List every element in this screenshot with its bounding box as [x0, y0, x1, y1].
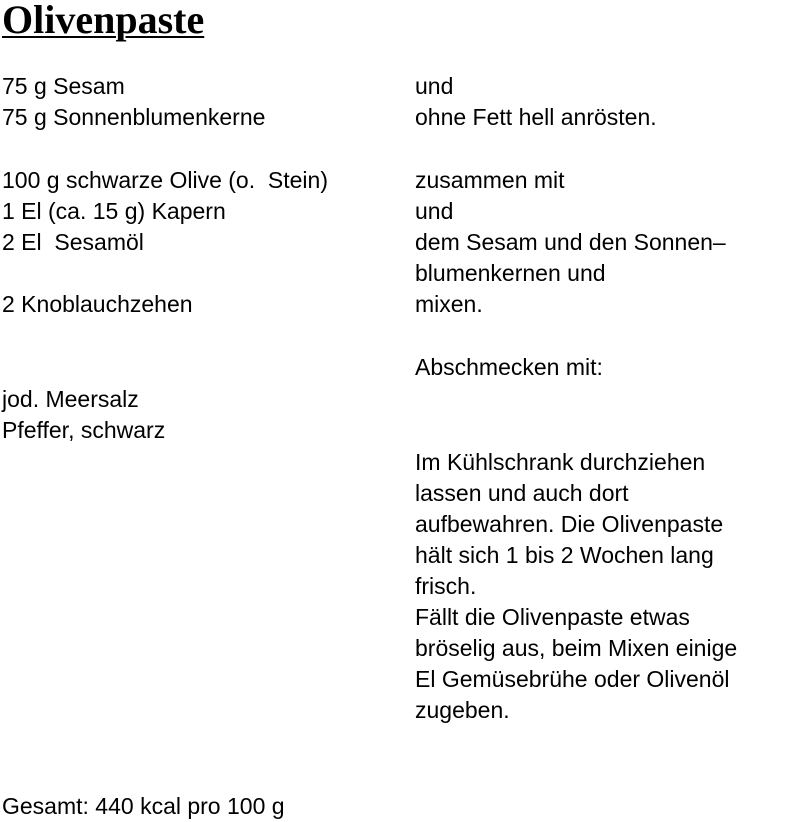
ingredient-kapern: 1 El (ca. 15 g) Kapern: [2, 198, 226, 224]
instruction-line: El Gemüsebrühe oder Olivenöl: [415, 666, 730, 692]
ingredient-sonnenblumenkerne: 75 g Sonnenblumenkerne: [2, 104, 266, 130]
instruction-line: dem Sesam und den Sonnen–: [415, 229, 726, 255]
seasoning-heading: Abschmecken mit:: [415, 354, 603, 380]
instruction-line: und: [415, 198, 454, 224]
ingredient-sesam: 75 g Sesam: [2, 73, 125, 99]
instruction-line: Fällt die Olivenpaste etwas: [415, 604, 690, 630]
instruction-line: blumenkernen und: [415, 260, 606, 286]
instruction-line: zugeben.: [415, 697, 510, 723]
recipe-title: Olivenpaste: [2, 0, 205, 42]
ingredient-meersalz: jod. Meersalz: [2, 386, 139, 412]
instruction-line: hält sich 1 bis 2 Wochen lang: [415, 542, 714, 568]
instruction-line: bröselig aus, beim Mixen einige: [415, 635, 738, 661]
instruction-line: frisch.: [415, 573, 477, 599]
total-calories: Gesamt: 440 kcal pro 100 g: [2, 793, 285, 819]
instruction-line: zusammen mit: [415, 167, 565, 193]
instruction-line: Im Kühlschrank durchziehen: [415, 449, 706, 475]
ingredient-oliven: 100 g schwarze Olive (o. Stein): [2, 167, 328, 193]
instruction-line: mixen.: [415, 291, 483, 317]
ingredient-pfeffer: Pfeffer, schwarz: [2, 417, 166, 443]
instruction-line: aufbewahren. Die Olivenpaste: [415, 511, 724, 537]
instruction-line: lassen und auch dort: [415, 480, 629, 506]
instruction-line: ohne Fett hell anrösten.: [415, 104, 657, 130]
instruction-line: und: [415, 73, 454, 99]
ingredient-knoblauch: 2 Knoblauchzehen: [2, 291, 193, 317]
ingredient-sesamoel: 2 El Sesamöl: [2, 229, 144, 255]
